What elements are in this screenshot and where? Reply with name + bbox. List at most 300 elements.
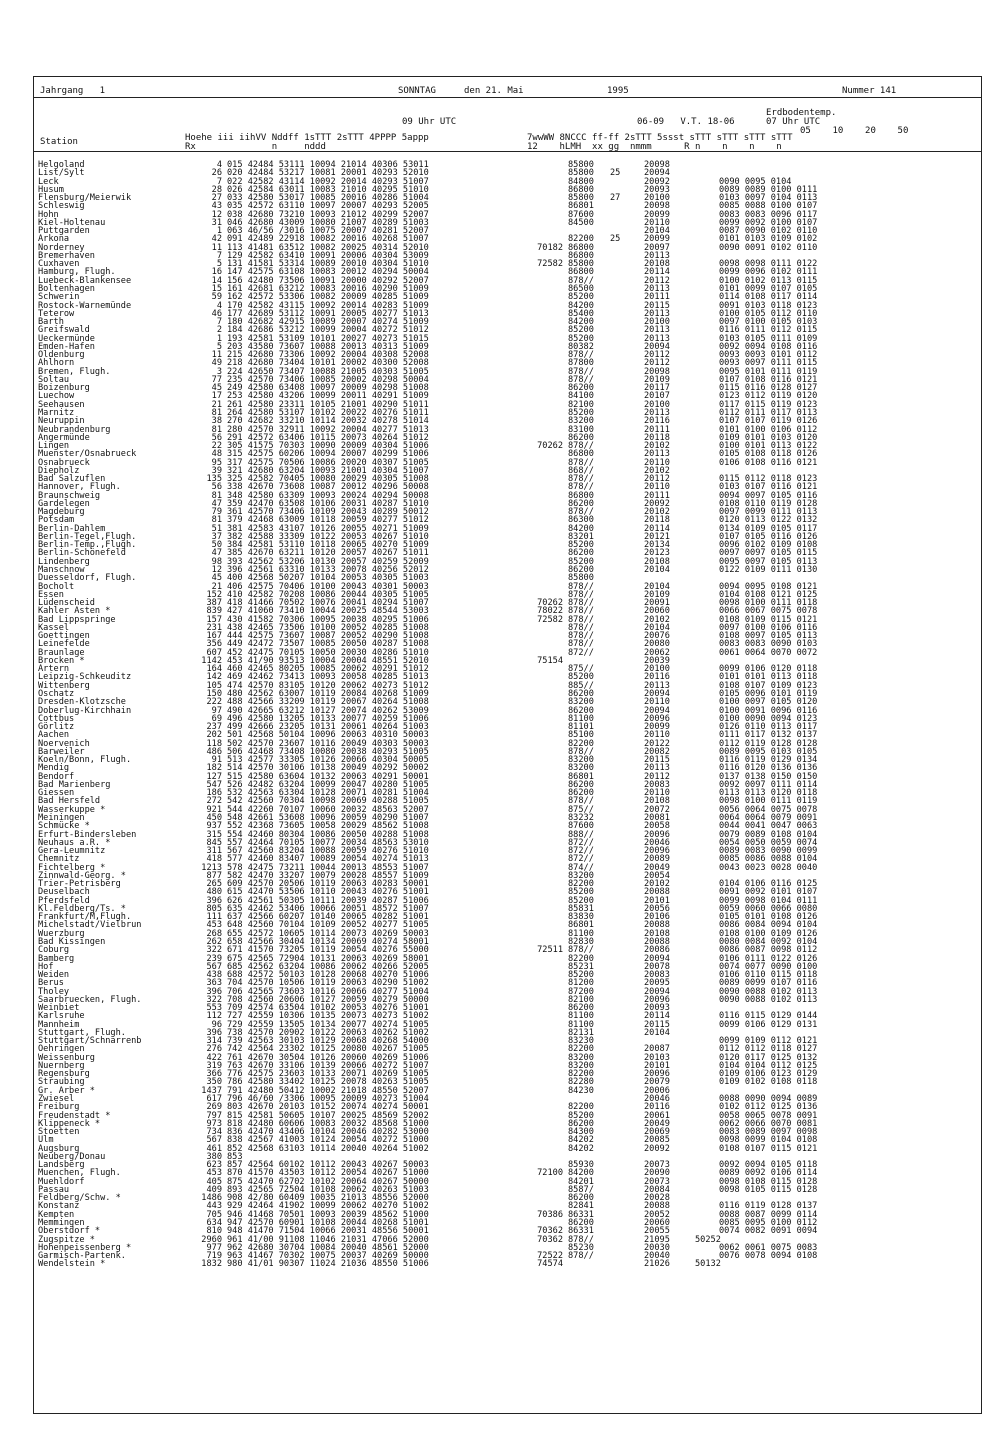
station-height: 47 [211, 498, 222, 509]
station-name: Hamburg, Flugh. [38, 267, 116, 278]
synop-groups: 180 42682 42915 10089 20007 40274 51009 [227, 317, 429, 328]
table-row [38, 1087, 978, 1095]
station-height: 1142 [201, 655, 222, 666]
temp-min: 20072 [644, 804, 670, 815]
soil-temps: 0090 0088 0102 0113 [719, 994, 818, 1005]
table-row [38, 1227, 978, 1235]
station-height: 17 [211, 391, 222, 402]
synop-groups: 321 42680 63204 10093 21001 40304 51007 [227, 465, 429, 476]
station-height: 438 [206, 970, 222, 981]
temp-min: 20078 [644, 961, 670, 972]
temp-min: 20049 [644, 862, 670, 873]
synop-groups: 513 42577 33305 10126 20066 40304 50005 [227, 755, 429, 766]
station-name: Landsberg [38, 1160, 85, 1171]
temp-min: 20092 [644, 176, 670, 187]
group-8: 84230 [568, 1085, 594, 1096]
station-name: Manschnow [38, 565, 85, 576]
synop-groups: 548 42661 53608 10096 20059 40290 51007 [227, 812, 429, 823]
table-row [38, 293, 978, 301]
temp-min: 20112 [644, 474, 670, 485]
soil-temps: 0098 0105 0115 0128 [719, 1184, 818, 1195]
depths-label: 05 10 20 50 [800, 126, 909, 136]
station-height: 973 [206, 1118, 222, 1129]
synop-groups: 359 42470 63508 10106 20031 40287 51010 [227, 498, 429, 509]
table-row [38, 599, 978, 607]
soil-temps: 0090 0095 0104 [719, 176, 792, 187]
group-8: 874// [568, 862, 594, 873]
synop-groups: 526 42482 63204 10099 20047 40280 51005 [227, 779, 429, 790]
synop-groups: 729 42559 13505 10134 20077 40274 51005 [227, 1019, 429, 1030]
temp-min: 20098 [644, 201, 670, 212]
station-height: 150 [206, 689, 222, 699]
table-row [38, 1112, 978, 1120]
station-height: 118 [206, 738, 222, 749]
table-row [38, 583, 978, 591]
soil-temps: 0116 0119 0128 0137 [719, 1201, 818, 1212]
table-row [38, 657, 978, 665]
station-name: Klippeneck * [38, 1118, 101, 1129]
station-name: Deuselbach [38, 887, 90, 898]
temp-min: 20112 [644, 358, 670, 369]
station-name: Leipzig-Schkeuditz [38, 672, 132, 683]
station-name: Neuruppin [38, 416, 85, 427]
table-row [38, 781, 978, 789]
temp-min: 20113 [644, 449, 670, 460]
synop-groups: 438 42465 73506 10100 20052 40285 51008 [227, 622, 429, 633]
soil-temps: 0054 0050 0059 0074 [719, 837, 818, 848]
station-height: 845 [206, 837, 222, 848]
group-7: 78022 [537, 606, 563, 617]
synop-groups: 393 42562 53206 10130 20057 40259 52009 [227, 556, 429, 567]
group-8: 85200 [568, 325, 594, 336]
station-height: 567 [206, 1135, 222, 1146]
table-row [38, 979, 978, 987]
range-label: 06-09 V.T. 18-06 [637, 117, 735, 127]
synop-groups: 469 42462 73413 10093 20058 40285 51013 [227, 672, 429, 683]
soil-temps: 0079 0089 0108 0104 [719, 829, 818, 840]
group-8: 85200 [568, 292, 594, 303]
temp-min: 20100 [644, 317, 670, 328]
table-row [38, 1202, 978, 1210]
table-row [38, 302, 978, 310]
soil-temps: 0092 0094 0108 0116 [719, 341, 818, 352]
table-row [38, 632, 978, 640]
temp-min: 20108 [644, 928, 670, 939]
synop-groups: 156 42480 73506 10091 20000 40292 52007 [227, 275, 429, 286]
temp-min: 20118 [644, 515, 670, 526]
station-height: 396 [206, 1027, 222, 1038]
group-8: 85800 [568, 259, 594, 270]
table-row [38, 186, 978, 194]
group-8: 82200 [568, 234, 594, 245]
soil-temps: 0093 0097 0111 0115 [719, 358, 818, 369]
group-8: 83200 [568, 1052, 594, 1063]
table-row [38, 318, 978, 326]
table-row [38, 723, 978, 731]
station-name: Freudenstadt * [38, 1110, 111, 1121]
soil-temps: 0083 0083 0096 0117 [719, 209, 818, 220]
station-name: Luechow [38, 391, 75, 402]
group-8: 885// [568, 680, 594, 691]
station-name: Husum [38, 184, 64, 195]
station-name: Teterow [38, 308, 75, 319]
synop-groups: 704 42570 10506 10119 20063 40290 51002 [227, 978, 429, 989]
temp-min: 20046 [644, 837, 670, 848]
soil-temps: 0097 0100 0105 0103 [719, 317, 818, 328]
station-height: 322 [206, 945, 222, 956]
header-rule [33, 97, 982, 98]
group-8: 872// [568, 846, 594, 857]
synop-groups: 582 42470 33207 10079 20028 48557 51009 [227, 870, 429, 881]
station-name: Bad Lippspringe [38, 614, 116, 625]
temp-min: 20110 [644, 482, 670, 493]
group-8: 872// [568, 647, 594, 658]
soil-temps: 0090 0088 0102 0113 [719, 986, 818, 997]
jahrgang: Jahrgang 1 [40, 86, 106, 96]
table-row [38, 1169, 978, 1177]
group-7: 70386 [537, 1209, 563, 1220]
temp-min: 20055 [644, 1226, 670, 1237]
group-8: 85200 [568, 1110, 594, 1121]
group-8: 86200 [568, 548, 594, 559]
station-height: 96 [211, 1019, 222, 1030]
synop-groups: 815 42581 50605 10107 20025 48569 52002 [227, 1110, 429, 1121]
group-8: 84300 [568, 1127, 594, 1138]
table-row [38, 459, 978, 467]
table-row [38, 938, 978, 946]
station-height: 877 [206, 870, 222, 881]
station-height: 45 [211, 573, 222, 584]
temp-min: 20094 [644, 689, 670, 699]
table-row [38, 492, 978, 500]
station-height: 42 [211, 234, 222, 245]
group-8: 85200 [568, 407, 594, 418]
table-row [38, 831, 978, 839]
synop-groups: 532 42563 63304 10128 20071 40281 51004 [227, 788, 429, 799]
station-name: Hohn [38, 209, 59, 220]
synop-groups: 791 42480 50412 10002 21018 48550 52007 [227, 1085, 429, 1096]
soil-temps: 0116 0111 0112 0115 [719, 325, 818, 336]
synop-groups: 742 42564 23302 10125 20080 40267 51005 [227, 1044, 429, 1055]
station-name: Bendorf [38, 771, 75, 782]
soil-temps: 0126 0110 0113 0117 [719, 722, 818, 733]
station-height: 49 [211, 358, 222, 369]
synop-groups: 305 41575 70303 10090 20009 40304 51006 [227, 441, 429, 452]
temp-min: 20098 [644, 366, 670, 377]
soil-temps: 0134 0109 0105 0117 [719, 523, 818, 534]
soil-temps: 0089 0095 0103 0105 [719, 746, 818, 757]
utc07-label: 07 Uhr UTC [766, 117, 821, 127]
soil-temps: 0103 0107 0116 0121 [719, 482, 818, 493]
group-8: 878// [568, 589, 594, 600]
group-8: 83200 [568, 755, 594, 766]
station-name: Zwiesel [38, 1094, 75, 1105]
station-height: 268 [206, 928, 222, 939]
station-height: 350 [206, 1077, 222, 1088]
synop-groups: 317 42575 70506 10086 20020 40307 51005 [227, 457, 429, 468]
synop-groups: 514 42570 30106 10138 20049 40292 50002 [227, 763, 429, 774]
group-7: 70262 [537, 441, 563, 452]
temp-min: 20088 [644, 936, 670, 947]
station-name: Trier-Petrisberg [38, 879, 121, 890]
synop-groups: 280 42570 32911 10092 20004 40277 51013 [227, 424, 429, 435]
soil-temps: 0112 0119 0128 0128 [719, 738, 818, 749]
station-name: Augsburg [38, 1143, 80, 1154]
station-name: Bad Marienberg [38, 779, 111, 790]
synop-groups: 870 41570 43503 10112 20054 40267 51000 [227, 1168, 429, 1179]
station-height: 12 [211, 209, 222, 220]
station-name: Barth [38, 317, 64, 328]
soil-temps: 0100 0091 0096 0116 [719, 705, 818, 716]
group-7: 74574 [537, 1259, 563, 1270]
station-name: Bocholt [38, 581, 75, 592]
synop-groups: 184 42686 53212 10099 20004 40272 51012 [227, 325, 429, 336]
group-8: 878// [568, 457, 594, 468]
table-row [38, 1178, 978, 1186]
station-height: 97 [211, 705, 222, 716]
temp-min: 20117 [644, 383, 670, 394]
group-8: 85200 [568, 895, 594, 906]
temp-min: 20106 [644, 912, 670, 923]
table-row [38, 1062, 978, 1070]
synop-groups: 496 42580 13205 10133 20077 40259 51006 [227, 713, 429, 724]
soil-temps: 0085 0088 0100 0107 [719, 201, 818, 212]
table-row [38, 880, 978, 888]
synop-groups: 361 42570 73406 10109 20043 40289 50012 [227, 507, 429, 518]
station-height: 79 [211, 507, 222, 518]
group-8: 85400 [568, 308, 594, 319]
table-row [38, 1029, 978, 1037]
group-8: 87800 [568, 358, 594, 369]
station-height: 634 [206, 1218, 222, 1228]
temp-min: 20056 [644, 903, 670, 914]
group-8: 86800 [568, 250, 594, 261]
station-name: Rostock-Warnemünde [38, 300, 132, 311]
station-name: Bad Kissingen [38, 936, 106, 947]
station-name: List/Sylt [38, 168, 85, 179]
group-8: 878// [568, 606, 594, 617]
station-height: 5 [216, 259, 222, 270]
soil-temps: 0098 0108 0115 0128 [719, 1176, 818, 1187]
soil-temps: 0100 0105 0112 0110 [719, 308, 818, 319]
soil-temps: 0106 0108 0116 0121 [719, 457, 818, 468]
station-height: 142 [206, 672, 222, 683]
table-row [38, 591, 978, 599]
station-height: 7 [216, 176, 222, 187]
soil-temps: 0076 0078 0094 0108 [719, 1251, 818, 1262]
table-row [38, 219, 978, 227]
soil-temps: 0094 0097 0105 0116 [719, 490, 818, 501]
temp-min: 20113 [644, 325, 670, 336]
soil-temps: 0098 0100 0111 0118 [719, 598, 818, 609]
table-row [38, 376, 978, 384]
temp-min: 20115 [644, 1019, 670, 1030]
table-row [38, 368, 978, 376]
temp-min: 20094 [644, 168, 670, 179]
group-8: 878// [568, 350, 594, 361]
station-name: Gardelegen [38, 498, 90, 509]
synop-groups: 261 42580 23311 10105 21001 40290 51011 [227, 399, 429, 410]
temp-min: 20069 [644, 1127, 670, 1138]
group-8: 86800 [568, 267, 594, 278]
group-8: 86331 [568, 1209, 594, 1220]
table-row [38, 401, 978, 409]
temp-min: 20113 [644, 283, 670, 294]
temp-min: 20073 [644, 1160, 670, 1171]
table-row [38, 260, 978, 268]
soil-temps: 0123 0112 0119 0120 [719, 391, 818, 402]
station-name: Muehldorf [38, 1176, 85, 1187]
table-row [38, 384, 978, 392]
station-height: 152 [206, 589, 222, 600]
soil-temps: 0099 0092 0100 0107 [719, 217, 818, 228]
station-height: 810 [206, 1226, 222, 1237]
table-row [38, 740, 978, 748]
station-name: Bad Hersfeld [38, 796, 101, 807]
table-row [38, 1145, 978, 1153]
station-height: 112 [206, 1011, 222, 1022]
wind-gust: 27 [610, 193, 621, 204]
station-height: 111 [206, 912, 222, 923]
station-height: 272 [206, 796, 222, 807]
station-height: 22 [211, 441, 222, 452]
table-row [38, 475, 978, 483]
station-name: Ulm [38, 1135, 54, 1146]
table-row [38, 797, 978, 805]
temp-min: 20110 [644, 217, 670, 228]
soil-temps: 0115 0112 0118 0123 [719, 474, 818, 485]
synop-groups: 671 41570 73205 10119 20054 40276 55000 [227, 945, 429, 956]
station-height: 77 [211, 374, 222, 385]
table-row [38, 1021, 978, 1029]
soil-temps: 0086 0084 0094 0104 [719, 920, 818, 931]
group-8: 86800 [568, 184, 594, 195]
temp-min: 20083 [644, 970, 670, 981]
group-8: 84200 [568, 317, 594, 328]
synop-groups: 875 42470 62702 10102 20064 40267 50000 [227, 1176, 429, 1187]
table-row [38, 1128, 978, 1136]
synop-groups: 908 42/80 60409 10035 21013 48556 52000 [227, 1193, 429, 1204]
station-name: Oberstdorf * [38, 1226, 101, 1237]
synop-groups: 962 42680 30704 10084 20040 48561 52000 [227, 1242, 429, 1253]
group-8: 87200 [568, 986, 594, 997]
group-8: 83200 [568, 1060, 594, 1071]
group-8: 85231 [568, 961, 594, 972]
synop-groups: 091 42489 22918 10082 20016 40268 51007 [227, 234, 429, 245]
synop-groups: 444 42575 73607 10087 20052 40290 51008 [227, 631, 429, 642]
soil-temps: 0096 0102 0109 0108 [719, 540, 818, 551]
station-height: 167 [206, 631, 222, 642]
station-name: Bremen, Flugh. [38, 366, 111, 377]
group-8: 86200 [568, 1218, 594, 1228]
station-height: 1832 [201, 1259, 222, 1270]
temp-min: 20076 [644, 631, 670, 642]
group-8: 85200 [568, 970, 594, 981]
temp-min: 20082 [644, 746, 670, 757]
temp-min: 20087 [644, 1044, 670, 1055]
synop-groups: 554 42460 80304 10086 20050 40288 51008 [227, 829, 429, 840]
temp-min: 20104 [644, 622, 670, 633]
group-7: 72582 [537, 259, 563, 270]
synop-groups: 609 42570 20506 10119 20063 40283 50001 [227, 879, 429, 890]
temp-min: 20054 [644, 870, 670, 881]
station-name: Neuberg/Donau [38, 1151, 106, 1162]
synop-groups: 577 42460 83407 10089 20054 40274 51013 [227, 854, 429, 865]
synop-groups: 015 42484 53111 10094 21014 40306 53011 [227, 160, 429, 170]
table-row [38, 707, 978, 715]
station-height: 396 [206, 986, 222, 997]
group-8: 8587/ [568, 1184, 594, 1195]
synop-groups: 338 42670 73608 10087 20012 40296 50008 [227, 482, 429, 493]
station-name: Bremerhaven [38, 250, 95, 261]
synop-groups: 410 42582 70208 10086 20044 40305 51005 [227, 589, 429, 600]
station-height: 27 [211, 193, 222, 204]
group-8: 86800 [568, 490, 594, 501]
group-8: 84100 [568, 391, 594, 402]
group-8: 84202 [568, 1143, 594, 1154]
station-name: Kassel [38, 622, 70, 633]
table-row [38, 864, 978, 872]
station-height: 39 [211, 465, 222, 476]
soil-temps: 0109 0106 0123 0129 [719, 1069, 818, 1080]
soil-temps: 0107 0108 0116 0121 [719, 374, 818, 385]
group-8: 87600 [568, 821, 594, 832]
temp-min: 20099 [644, 209, 670, 220]
synop-groups: 542 42560 70304 10098 20069 40288 51005 [227, 796, 429, 807]
station-height: 547 [206, 779, 222, 790]
table-row [38, 607, 978, 615]
soil-temps: 0061 0064 0070 0072 [719, 647, 818, 658]
station-name: Wasserkuppe * [38, 804, 106, 815]
table-row [38, 244, 978, 252]
soil-temps: 0089 0089 0100 0111 [719, 184, 818, 195]
synop-groups: 980 41/01 90307 11024 21036 48550 51006 [227, 1259, 429, 1270]
soil-temps: 0107 0107 0119 0126 [719, 416, 818, 427]
table-row [38, 1103, 978, 1111]
station-name: Kahler Asten * [38, 606, 111, 617]
synop-groups: 033 42580 53017 10085 20016 40286 51004 [227, 193, 429, 204]
soil-temps: 0101 0101 0113 0118 [719, 672, 818, 683]
soil-temps: 0108 0107 0115 0121 [719, 1143, 818, 1154]
soil-temps: 0108 0109 0115 0121 [719, 614, 818, 625]
soil-temps: 0085 0086 0088 0104 [719, 854, 818, 865]
temp-min: 20108 [644, 796, 670, 807]
soil-temps: 0109 0101 0103 0120 [719, 432, 818, 443]
table-row [38, 202, 978, 210]
group-8: 86200 [568, 1003, 594, 1014]
group-8: 888// [568, 829, 594, 840]
group-8: 86200 [568, 705, 594, 716]
temp-min: 20088 [644, 1201, 670, 1212]
station-height: 2 [216, 325, 222, 336]
table-row [38, 773, 978, 781]
station-name: Braunlage [38, 647, 85, 658]
station-height: 28 [211, 184, 222, 195]
wind-gust: 25 [610, 168, 621, 179]
table-row [38, 1260, 978, 1268]
soil-temps: 0083 0083 0090 0103 [719, 639, 818, 650]
group-8: 83230 [568, 1036, 594, 1047]
station-name: Mannheim [38, 1019, 80, 1030]
station-name: Noervenich [38, 738, 90, 749]
group-7: 70262 [537, 598, 563, 609]
table-row [38, 1211, 978, 1219]
station-name: Stuttgart/Schnarrenb [38, 1036, 142, 1047]
station-name: Emden-Hafen [38, 341, 95, 352]
temp-min: 20096 [644, 994, 670, 1005]
soil-temps: 0100 0090 0094 0123 [719, 713, 818, 724]
station-name: Seehausen [38, 399, 85, 410]
